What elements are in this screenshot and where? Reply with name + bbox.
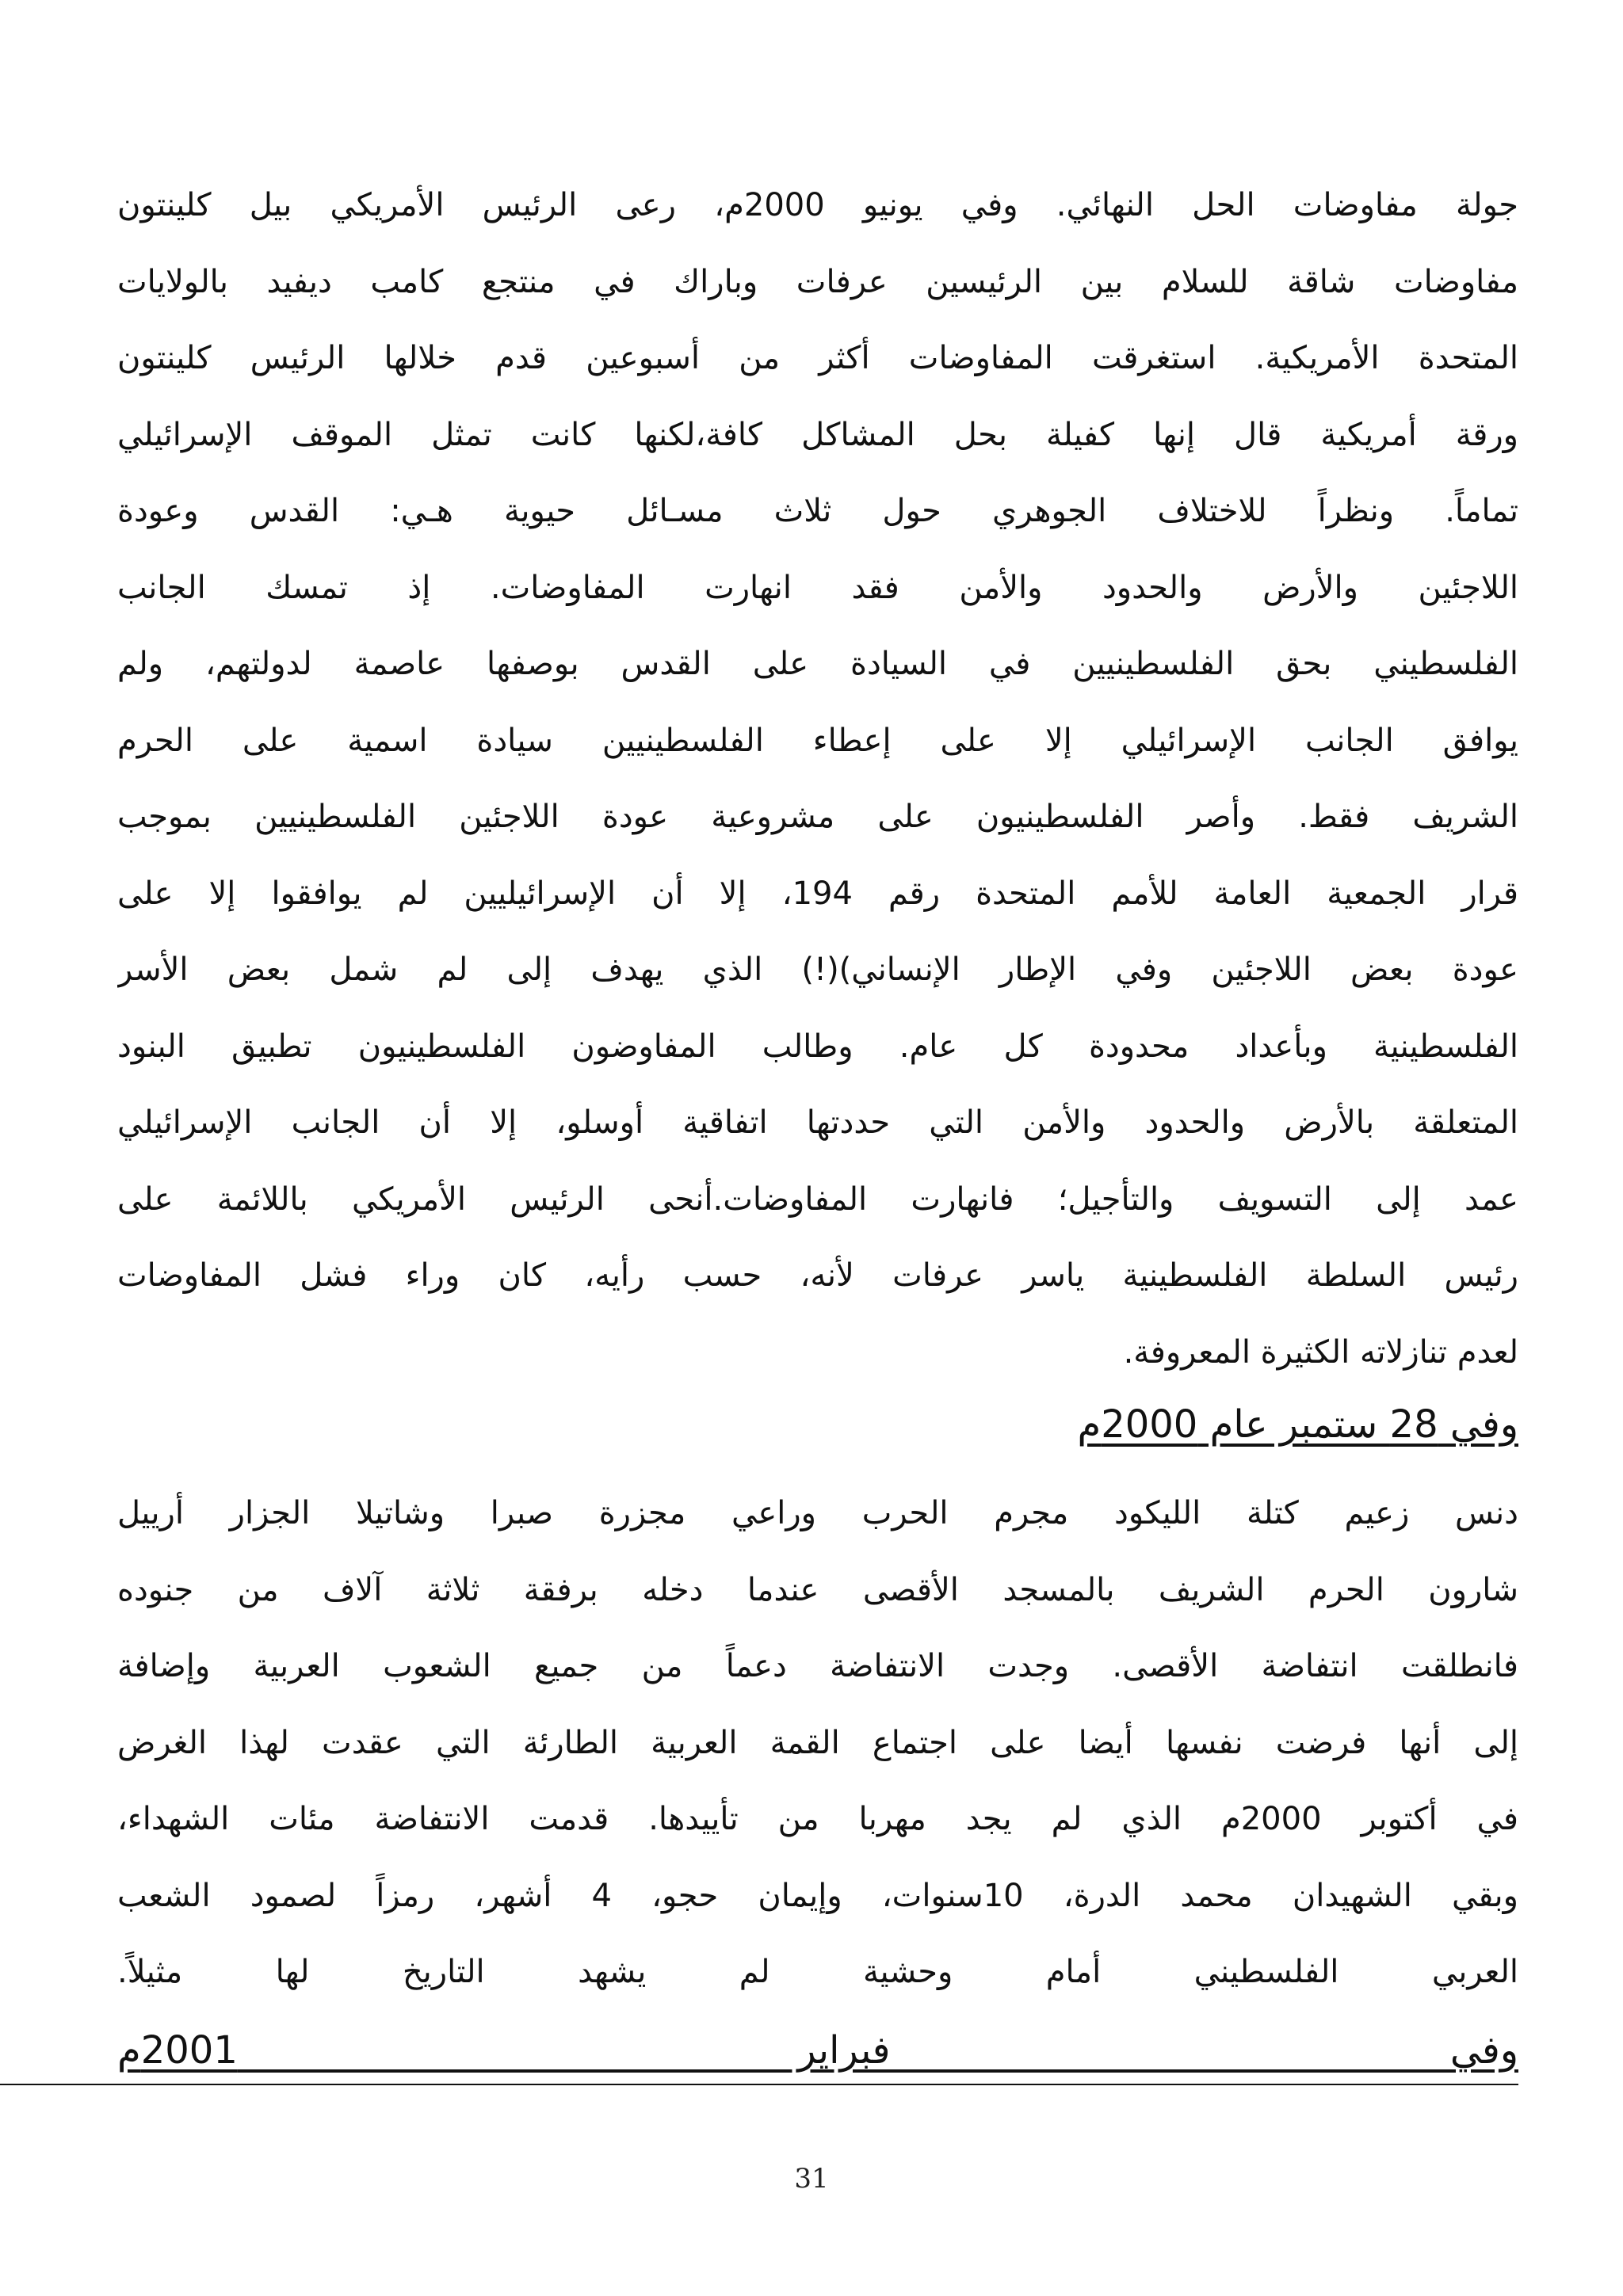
paragraph-line: عودة بعض اللاجئين وفي الإطار الإنساني)(!) الذي يهدف إلى لم شمل بعض الأسر bbox=[117, 952, 1518, 988]
paragraph-line: المتحدة الأمريكية. استغرقت المفاوضات أكثر من أسبوعين قدم خلالها الرئيس كلينتون bbox=[117, 340, 1518, 376]
paragraph-line: اللاجئين والأرض والحدود والأمن فقد انهارت المفاوضات. إذ تمسك الجانب bbox=[117, 569, 1518, 606]
paragraph-line: جولة مفاوضات الحل النهائي. وفي يونيو 2000م، رعى الرئيس الأمريكي بيل كلينتون bbox=[117, 187, 1518, 223]
paragraph-line: مفاوضات شاقة للسلام بين الرئيسين عرفات وباراك في منتجع كامب ديفيد بالولايات bbox=[117, 263, 1518, 300]
paragraph-line: فانطلقت انتفاضة الأقصى. وجدت الانتفاضة دعماً من جميع الشعوب العربية وإضافة bbox=[117, 1648, 1518, 1684]
paragraph-line: تماماً. ونظراً للاختلاف الجوهري حول ثلاث مسـائل حيوية هـي: القدس وعودة bbox=[117, 493, 1518, 529]
paragraph-al-aqsa-intifada bbox=[117, 1475, 1518, 2011]
page-number: 31 bbox=[794, 2163, 829, 2195]
paragraph-line: وبقي الشهيدان محمد الدرة، 10سنوات، وإيمان حجو، 4 أشهر، رمزاً لصمود الشعب bbox=[117, 1877, 1518, 1914]
paragraph-line: لعدم تنازلاته الكثيرة المعروفة. bbox=[1123, 1333, 1518, 1371]
paragraph-line: إلى أنها فرضت نفسها أيضا على اجتماع القمة العربية الطارئة التي عقدت لهذا الغرض bbox=[117, 1724, 1518, 1761]
horizontal-rule bbox=[0, 2084, 1518, 2085]
paragraph-line: الفلسطيني بحق الفلسطينيين في السيادة على القدس بوصفها عاصمة لدولتهم، ولم bbox=[117, 646, 1518, 682]
paragraph-line: دنس زعيم كتلة الليكود مجرم الحرب وراعي مجزرة صبرا وشاتيلا الجزار أرييل bbox=[117, 1495, 1518, 1531]
paragraph-line: قرار الجمعية العامة للأمم المتحدة رقم 194، إلا أن الإسرائيليين لم يوافقوا إلا على bbox=[117, 875, 1518, 912]
paragraph-camp-david bbox=[117, 167, 1518, 1390]
paragraph-line: الفلسطينية وبأعداد محدودة كل عام. وطالب المفاوضون الفلسطينيون تطبيق البنود bbox=[117, 1028, 1518, 1065]
paragraph-line: العربي الفلسطيني أمام وحشية لم يشهد التاريخ لها مثيلاً. bbox=[117, 1954, 1518, 1990]
paragraph-line: المتعلقة بالأرض والحدود والأمن التي حددتها اتفاقية أوسلو، إلا أن الجانب الإسرائيلي bbox=[117, 1104, 1518, 1141]
paragraph-line: شارون الحرم الشريف بالمسجد الأقصى عندما دخله برفقة ثلاثة آلاف من جنوده bbox=[117, 1571, 1518, 1608]
section-heading-february-2001: وفي فبراير 2001م bbox=[117, 2028, 1518, 2073]
paragraph-line: رئيس السلطة الفلسطينية ياسر عرفات لأنه، حسب رأيه، كان وراء فشل المفاوضات bbox=[117, 1257, 1518, 1294]
section-heading-september-2000: وفي 28 ستمبر عام 2000م bbox=[1077, 1402, 1518, 1447]
paragraph-line: الشريف فقط. وأصر الفلسطينيون على مشروعية عودة اللاجئين الفلسطينيين بموجب bbox=[117, 799, 1518, 835]
paragraph-line: يوافق الجانب الإسرائيلي إلا على إعطاء الفلسطينيين سيادة اسمية على الحرم bbox=[117, 722, 1518, 759]
paragraph-line: ورقة أمريكية قال إنها كفيلة بحل المشاكل كافة،لكنها كانت تمثل الموقف الإسرائيلي bbox=[117, 416, 1518, 453]
paragraph-line: عمد إلى التسويف والتأجيل؛ فانهارت المفاوضات.أنحى الرئيس الأمريكي باللائمة على bbox=[117, 1180, 1518, 1218]
paragraph-line: في أكتوبر 2000م الذي لم يجد مهربا من تأييدها. قدمت الانتفاضة مئات الشهداء، bbox=[117, 1801, 1518, 1837]
